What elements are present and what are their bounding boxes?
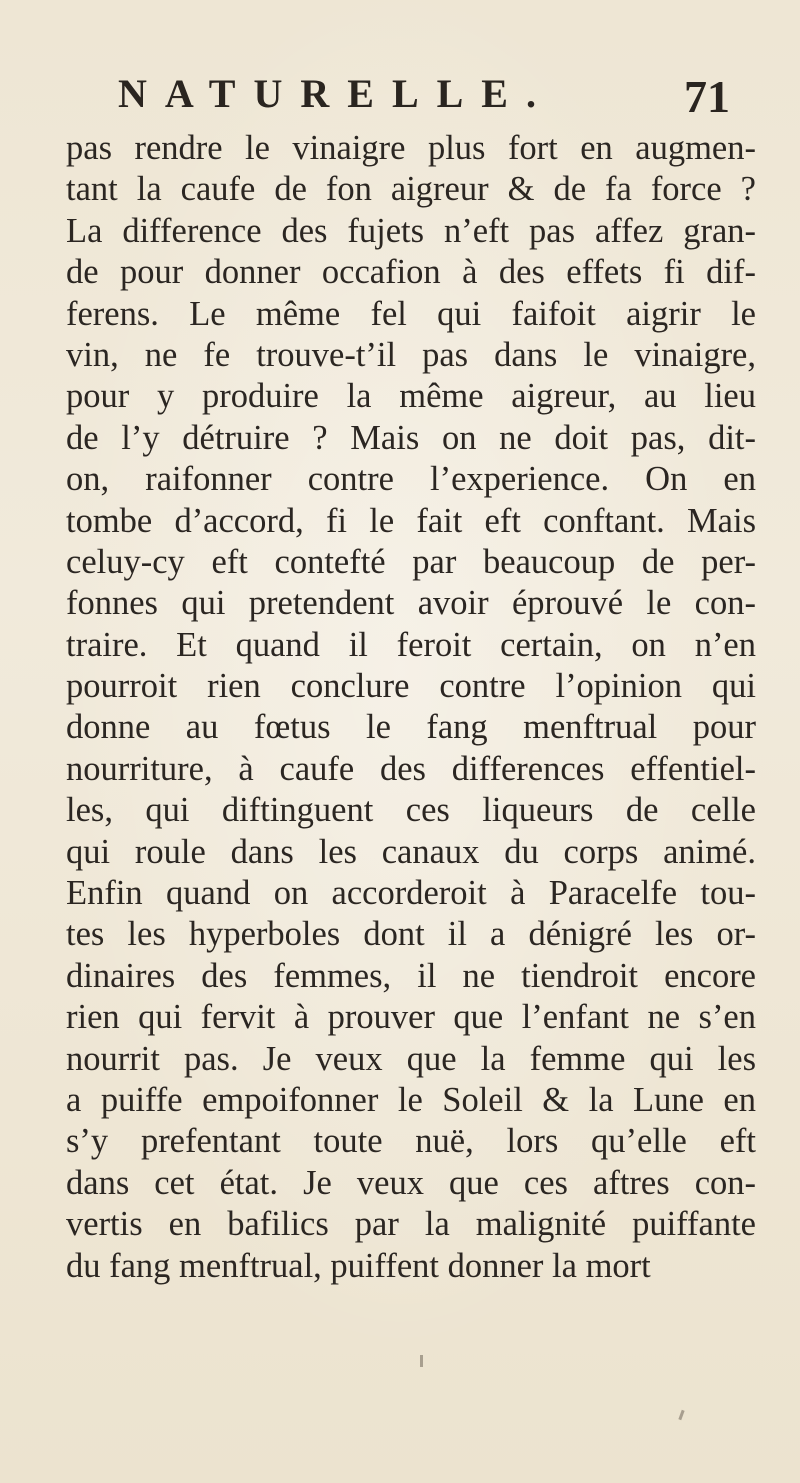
text-line: La difference des fujets n’eft pas affez gran-: [66, 211, 756, 250]
text-line: tant la caufe de fon aigreur & de fa force ?: [66, 170, 756, 209]
text-line: a puiffe empoifonner le Soleil & la Lune en: [66, 1080, 756, 1119]
text-line: qui roule dans les canaux du corps animé.: [66, 832, 756, 871]
text-line: fonnes qui pretendent avoir éprouvé le con-: [66, 584, 756, 623]
text-line: pour y produire la même aigreur, au lieu: [66, 377, 756, 416]
text-line: s’y prefentant toute nuë, lors qu’elle eft: [66, 1122, 756, 1161]
text-line: nourriture, à caufe des differences effentiel-: [66, 749, 756, 788]
text-line: rien qui fervit à prouver que l’enfant ne s’en: [66, 998, 756, 1037]
text-line: dinaires des femmes, il ne tiendroit encore: [66, 956, 756, 995]
text-line: tombe d’accord, fi le fait eft conftant. Mais: [66, 501, 756, 540]
stray-ink-mark: [420, 1355, 423, 1367]
text-line: vertis en bafilics par la malignité puiffante: [66, 1205, 756, 1244]
text-line: les, qui diftinguent ces liqueurs de celle: [66, 791, 756, 830]
running-title: NATURELLE.: [118, 71, 554, 116]
text-line: pourroit rien conclure contre l’opinion qui: [66, 667, 756, 706]
text-line: donne au fœtus le fang menftrual pour: [66, 708, 756, 747]
text-line: ferens. Le même fel qui faifoit aigrir le: [66, 294, 756, 333]
text-line: nourrit pas. Je veux que la femme qui les: [66, 1039, 756, 1078]
page-number: 71: [684, 71, 730, 122]
text-line: dans cet état. Je veux que ces aftres con-: [66, 1163, 756, 1202]
text-line: de pour donner occafion à des effets fi dif-: [66, 253, 756, 292]
body-text: [66, 128, 756, 1287]
text-line: Enfin quand on accorderoit à Paracelfe tou-: [66, 874, 756, 913]
text-line: pas rendre le vinaigre plus fort en augmen-: [66, 129, 756, 167]
text-line: celuy-cy eft contefté par beaucoup de per-: [66, 542, 756, 581]
text-line: tes les hyperboles dont il a dénigré les or-: [66, 915, 756, 954]
text-line: traire. Et quand il feroit certain, on n’en: [66, 625, 756, 664]
text-line: on, raifonner contre l’experience. On en: [66, 460, 756, 499]
text-line: du fang menftrual, puiffent donner la mort: [66, 1246, 651, 1285]
text-line: vin, ne fe trouve-t’il pas dans le vinaigre,: [66, 335, 756, 374]
text-line: de l’y détruire ? Mais on ne doit pas, dit-: [66, 418, 756, 457]
stray-ink-mark: [678, 1410, 684, 1420]
